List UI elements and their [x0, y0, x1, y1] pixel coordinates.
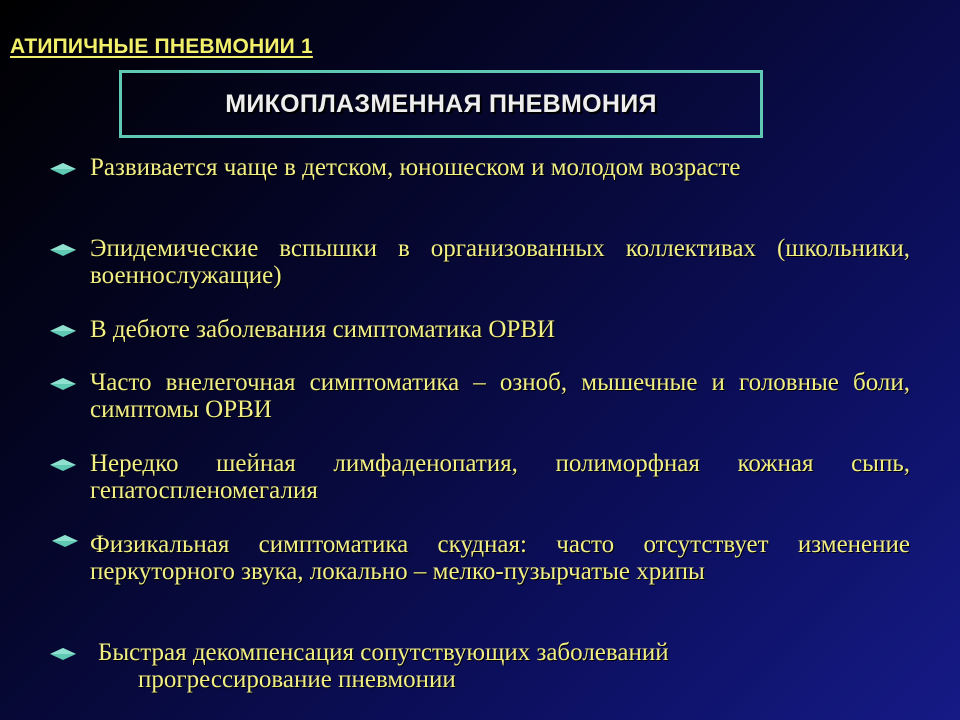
bullet-text-line: Быстрая декомпенсация сопутствующих заболеваний	[98, 639, 669, 666]
arrow-bullet-icon	[50, 648, 76, 660]
bullet-text: Нередко шейная лимфаденопатия, полиморфная кожная сыпь, гепатоспленомегалия	[90, 450, 910, 504]
bullet-item	[50, 369, 910, 423]
slide-title: МИКОПЛАЗМЕННАЯ ПНЕВМОНИЯ	[225, 89, 657, 118]
arrow-bullet-icon	[50, 163, 76, 175]
bullet-text: Физикальная симптоматика скудная: часто отсутствует изменение перкуторного звука, локально – мелко-пузырчатые хрипы	[90, 531, 910, 585]
bullet-item	[50, 531, 910, 585]
bullet-item	[50, 316, 910, 343]
bullet-item	[50, 450, 910, 504]
arrow-bullet-icon	[52, 535, 78, 547]
bullet-item	[50, 154, 910, 181]
bullet-text	[98, 639, 910, 693]
arrow-bullet-icon	[50, 244, 76, 256]
arrow-bullet-icon	[50, 325, 76, 337]
bullet-text: В дебюте заболевания симптоматика ОРВИ	[90, 316, 556, 343]
arrow-bullet-icon	[50, 378, 76, 390]
section-title: АТИПИЧНЫЕ ПНЕВМОНИИ 1	[10, 35, 313, 58]
bullet-item	[50, 639, 910, 693]
bullet-item	[50, 235, 910, 289]
bullet-text: Эпидемические вспышки в организованных коллективах (школьники, военнослужащие)	[90, 235, 910, 289]
bullet-text: Часто внелегочная симптоматика – озноб, мышечные и головные боли, симптомы ОРВИ	[90, 369, 910, 423]
bullet-text: Развивается чаще в детском, юношеском и молодом возрасте	[90, 154, 741, 181]
arrow-bullet-icon	[50, 459, 76, 471]
bullet-text-line: прогрессирование пневмонии	[138, 666, 456, 693]
